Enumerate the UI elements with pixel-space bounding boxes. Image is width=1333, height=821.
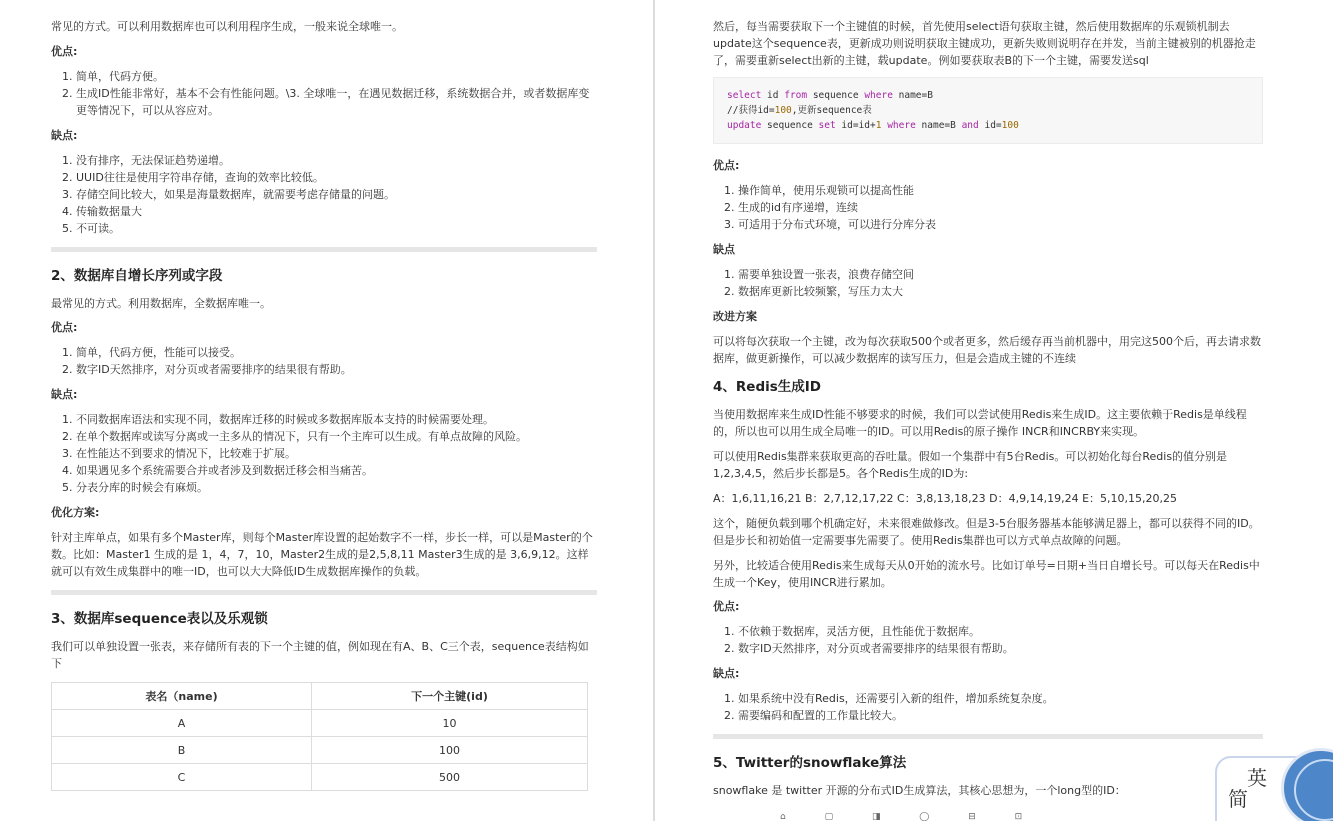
s4-paragraph: 可以使用Redis集群来获取更高的吞吐量。假如一个集群中有5台Redis。可以初始化每台Redis的值分别是1,2,3,4,5，然后步长都是5。各个Redis生成的ID为: [713, 450, 1228, 480]
s2-optimization-text: 针对主库单点，如果有多个Master库，则每个Master库设置的起始数字不一样，步长一样，可以是Master的个数。比如：Master1 生成的是 1，4，7，10，Master2生成的是2,5,8,11 Master3生成的是 3,6,9,12。这样就可以有效生成集群中的唯一ID，也可以大大降低ID生成数据库操作的负载。 [51, 531, 593, 578]
sequence-table [51, 682, 588, 791]
s3-improve-text: 可以将每次获取一个主键，改为每次获取500个或者更多，然后缓存再当前机器中，用完这500个后，再去请求数据库，做更新操作，可以减少数据库的读写压力，但是会造成主键的不连续 [713, 335, 1261, 365]
translate-widget[interactable] [1203, 748, 1333, 821]
s1-cons-list [64, 152, 597, 237]
code-token: update [727, 120, 762, 131]
s2-optimization-label: 优化方案: [51, 506, 100, 519]
s2-cons-list [64, 411, 597, 496]
list-item: 1. 如果系统中没有Redis，还需要引入新的组件，增加系统复杂度。 [738, 690, 1263, 707]
list-item: 2. 数字ID天然排序，对分页或者需要排序的结果很有帮助。 [738, 640, 1263, 657]
code-line [727, 118, 1249, 133]
code-token: from [784, 90, 808, 101]
s2-pros-list [64, 344, 597, 378]
s4-paragraph: 当使用数据库来生成ID性能不够要求的时候，我们可以尝试使用Redis来生成ID。这主要依赖于Redis是单线程的，所以也可以用生成全局唯一的ID。可以用Redis的原子操作 INCR和INCRBY来实现。 [713, 408, 1247, 438]
code-token: id [761, 90, 785, 101]
code-token: name=B [892, 90, 933, 101]
table-cell: 10 [312, 710, 588, 737]
code-token: select [727, 90, 762, 101]
code-token: and [961, 120, 979, 131]
list-item: 3. 在性能达不到要求的情况下，比较难于扩展。 [76, 445, 597, 462]
column-header: 下一个主键(id) [312, 683, 588, 710]
code-token: set [818, 120, 836, 131]
code-token: //获得id= [727, 105, 775, 116]
s4-pros-label: 优点: [713, 600, 740, 613]
list-item: 1. 简单，代码方便。 [76, 68, 597, 85]
s3-cons-label: 缺点 [713, 243, 735, 256]
sql-code-block [713, 77, 1263, 144]
s3-intro: 我们可以单独设置一张表，来存储所有表的下一个主键的值，例如现在有A、B、C三个表，sequence表结构如下 [51, 640, 589, 670]
s4-pros-list [726, 623, 1263, 657]
list-item: 2. 生成的id有序递增，连续 [738, 199, 1263, 216]
table-row [52, 764, 588, 791]
english-toggle[interactable]: 英 [1247, 766, 1267, 790]
code-token: id=id+ [835, 120, 876, 131]
page-right [655, 0, 1333, 821]
table-row [52, 737, 588, 764]
s4-paragraph: 这个，随便负载到哪个机确定好，未来很难做修改。但是3-5台服务器基本能够满足器上，都可以获得不同的ID。但是步长和初始值一定需要事先需要了。使用Redis集群也可以方式单点故障的问题。 [713, 517, 1260, 547]
s4-paragraph: A：1,6,11,16,21 B：2,7,12,17,22 C：3,8,13,18,23 D：4,9,14,19,24 E：5,10,15,20,25 [713, 492, 1178, 505]
section-5-heading: 5、Twitter的snowflake算法 [713, 755, 907, 771]
list-item: 2. 需要编码和配置的工作量比较大。 [738, 707, 1263, 724]
list-item: 1. 需要单独设置一张表，浪费存储空间 [738, 266, 1263, 283]
section-4-heading: 4、Redis生成ID [713, 379, 821, 395]
list-item: 2. 数字ID天然排序，对分页或者需要排序的结果很有帮助。 [76, 361, 597, 378]
list-item: 5. 分表分库的时候会有麻烦。 [76, 479, 597, 496]
code-token: where [881, 120, 916, 131]
list-item: 1. 简单，代码方便，性能可以接受。 [76, 344, 597, 361]
list-item: 2. 在单个数据库或读写分离或一主多从的情况下，只有一个主库可以生成。有单点故障的风险。 [76, 428, 597, 445]
code-token: 100 [1001, 120, 1019, 131]
s4-cons-list [726, 690, 1263, 724]
list-item: 2. 生成ID性能非常好，基本不会有性能问题。\3. 全球唯一，在遇见数据迁移，系统数据合并，或者数据库变更等情况下，可以从容应对。 [76, 85, 597, 119]
s2-cons-label: 缺点: [51, 388, 78, 401]
code-token: name=B [915, 120, 962, 131]
list-item: 4. 如果遇见多个系统需要合并或者涉及到数据迁移会相当痛苦。 [76, 462, 597, 479]
s1-cons-label: 缺点: [51, 129, 78, 142]
table-cell: 500 [312, 764, 588, 791]
s3-text: 然后，每当需要获取下一个主键值的时候，首先使用select语句获取主键，然后使用数据库的乐观锁机制去update这个sequence表，更新成功则说明获取主键成功，更新失败则说明存在并发，当前主键被别的机器抢走了，需要重新select出新的主键，载update。例如要获取表B的下一个主键，需要发送sql [713, 20, 1256, 67]
table-cell: 100 [312, 737, 588, 764]
s2-intro: 最常见的方式。利用数据库，全数据库唯一。 [51, 297, 271, 310]
s4-paragraph: 另外，比较适合使用Redis来生成每天从0开始的流水号。比如订单号=日期+当日自增长号。可以每天在Redis中生成一个Key，使用INCR进行累加。 [713, 559, 1260, 589]
section-divider [51, 590, 597, 595]
list-item: 1. 不依赖于数据库，灵活方便，且性能优于数据库。 [738, 623, 1263, 640]
section-3-heading: 3、数据库sequence表以及乐观锁 [51, 611, 268, 627]
s3-cons-list [726, 266, 1263, 300]
code-token: id= [978, 120, 1002, 131]
list-item: 1. 操作简单，使用乐观锁可以提高性能 [738, 182, 1263, 199]
code-token: sequence [761, 120, 819, 131]
page-left [0, 0, 653, 821]
list-item: 1. 不同数据库语法和实现不同，数据库迁移的时候或多数据库版本支持的时候需要处理。 [76, 411, 597, 428]
translate-ball-ring [1294, 759, 1333, 821]
table-cell: B [52, 737, 312, 764]
list-item: 3. 可适用于分布式环境，可以进行分库分表 [738, 216, 1263, 233]
list-item: 2. 数据库更新比较频繁，写压力太大 [738, 283, 1263, 300]
viewer-toolbar[interactable]: ⌂ ▢ ◨ ◯ ⊟ ⊡ [780, 812, 1041, 821]
section-2-heading: 2、数据库自增长序列或字段 [51, 268, 223, 284]
table-header-row [52, 683, 588, 710]
column-header: 表名（name) [52, 683, 312, 710]
table-cell: C [52, 764, 312, 791]
table-row [52, 710, 588, 737]
code-token: 100 [774, 105, 792, 116]
code-token: where [864, 90, 893, 101]
code-token: sequence [807, 90, 865, 101]
list-item: 3. 存储空间比较大，如果是海量数据库，就需要考虑存储量的问题。 [76, 186, 597, 203]
code-token: 1 [875, 120, 882, 131]
s5-intro: snowflake 是 twitter 开源的分布式ID生成算法，其核心思想为，一个long型的ID： [713, 784, 1126, 797]
list-item: 4. 传输数据量大 [76, 203, 597, 220]
section-divider [713, 734, 1263, 739]
list-item: 2. UUID往往是使用字符串存储，查询的效率比较低。 [76, 169, 597, 186]
code-token: ,更新sequence表 [791, 105, 872, 116]
code-line [727, 88, 1249, 103]
simplified-toggle[interactable]: 简 [1228, 787, 1248, 811]
list-item: 5. 不可读。 [76, 220, 597, 237]
s3-pros-label: 优点: [713, 159, 740, 172]
list-item: 1. 没有排序，无法保证趋势递增。 [76, 152, 597, 169]
table-cell: A [52, 710, 312, 737]
section-divider [51, 247, 597, 252]
intro-text: 常见的方式。可以利用数据库也可以利用程序生成，一般来说全球唯一。 [51, 20, 403, 33]
s4-cons-label: 缺点: [713, 667, 740, 680]
s3-pros-list [726, 182, 1263, 233]
s3-improve-label: 改进方案 [713, 310, 757, 323]
s1-pros-label: 优点: [51, 45, 78, 58]
code-line [727, 103, 1249, 118]
s1-pros-list [64, 68, 597, 119]
s2-pros-label: 优点: [51, 321, 78, 334]
